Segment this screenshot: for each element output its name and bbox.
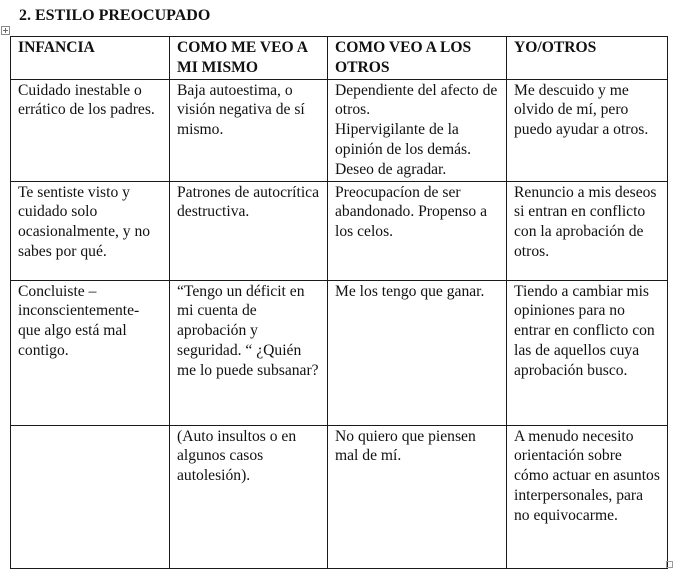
table-row (11, 425, 668, 568)
table-row (11, 79, 668, 181)
table-header-row (11, 37, 668, 80)
table-cell-empty (11, 425, 170, 568)
table-cell: Renuncio a mis deseos si entran en conflicto con la aprobación de otros. (507, 181, 668, 280)
attachment-style-table (10, 36, 668, 569)
column-header-infancia: INFANCIA (11, 37, 170, 80)
table-cell: Te sentiste visto y cuidado solo ocasionalmente, y no sabes por qué. (11, 181, 170, 280)
column-header-yo-otros: YO/OTROS (507, 37, 668, 80)
table-cell: “Tengo un déficit en mi cuenta de aprobación y seguridad. “ ¿Quién me lo puede subsanar? (170, 280, 328, 425)
table-cell: (Auto insultos o en algunos casos autolesión). (170, 425, 328, 568)
column-header-como-veo-otros: COMO VEO A LOS OTROS (328, 37, 507, 80)
table-row (11, 181, 668, 280)
table-row (11, 280, 668, 425)
table-cell: Concluiste – inconscientemente- que algo está mal contigo. (11, 280, 170, 425)
table-move-handle-icon[interactable] (1, 26, 10, 35)
document-title: 2. ESTILO PREOCUPADO (19, 7, 211, 24)
table-cell: Patrones de autocrítica destructiva. (170, 181, 328, 280)
table-cell (328, 79, 507, 181)
table-cell: Me descuido y me olvido de mí, pero puedo ayudar a otros. (507, 79, 668, 181)
table-resize-handle-icon[interactable] (666, 561, 673, 568)
table-cell: No quiero que piensen mal de mí. (328, 425, 507, 568)
table-cell: Cuidado inestable o errático de los padres. (11, 79, 170, 181)
column-header-como-me-veo: COMO ME VEO A MI MISMO (170, 37, 328, 80)
table-cell: Baja autoestima, o visión negativa de sí mismo. (170, 79, 328, 181)
table-cell: A menudo necesito orientación sobre cómo actuar en asuntos interpersonales, para no equivocarme. (507, 425, 668, 568)
table-cell: Preocupacíon de ser abandonado. Propenso a los celos. (328, 181, 507, 280)
table-cell: Me los tengo que ganar. (328, 280, 507, 425)
table-cell: Tiendo a cambiar mis opiniones para no entrar en conflicto con las de aquellos cuya aprobación busco. (507, 280, 668, 425)
cell-line: Dependiente del afecto de otros. Hipervigilante de la opinión de los demás. Deseo de agradar. (335, 81, 498, 178)
